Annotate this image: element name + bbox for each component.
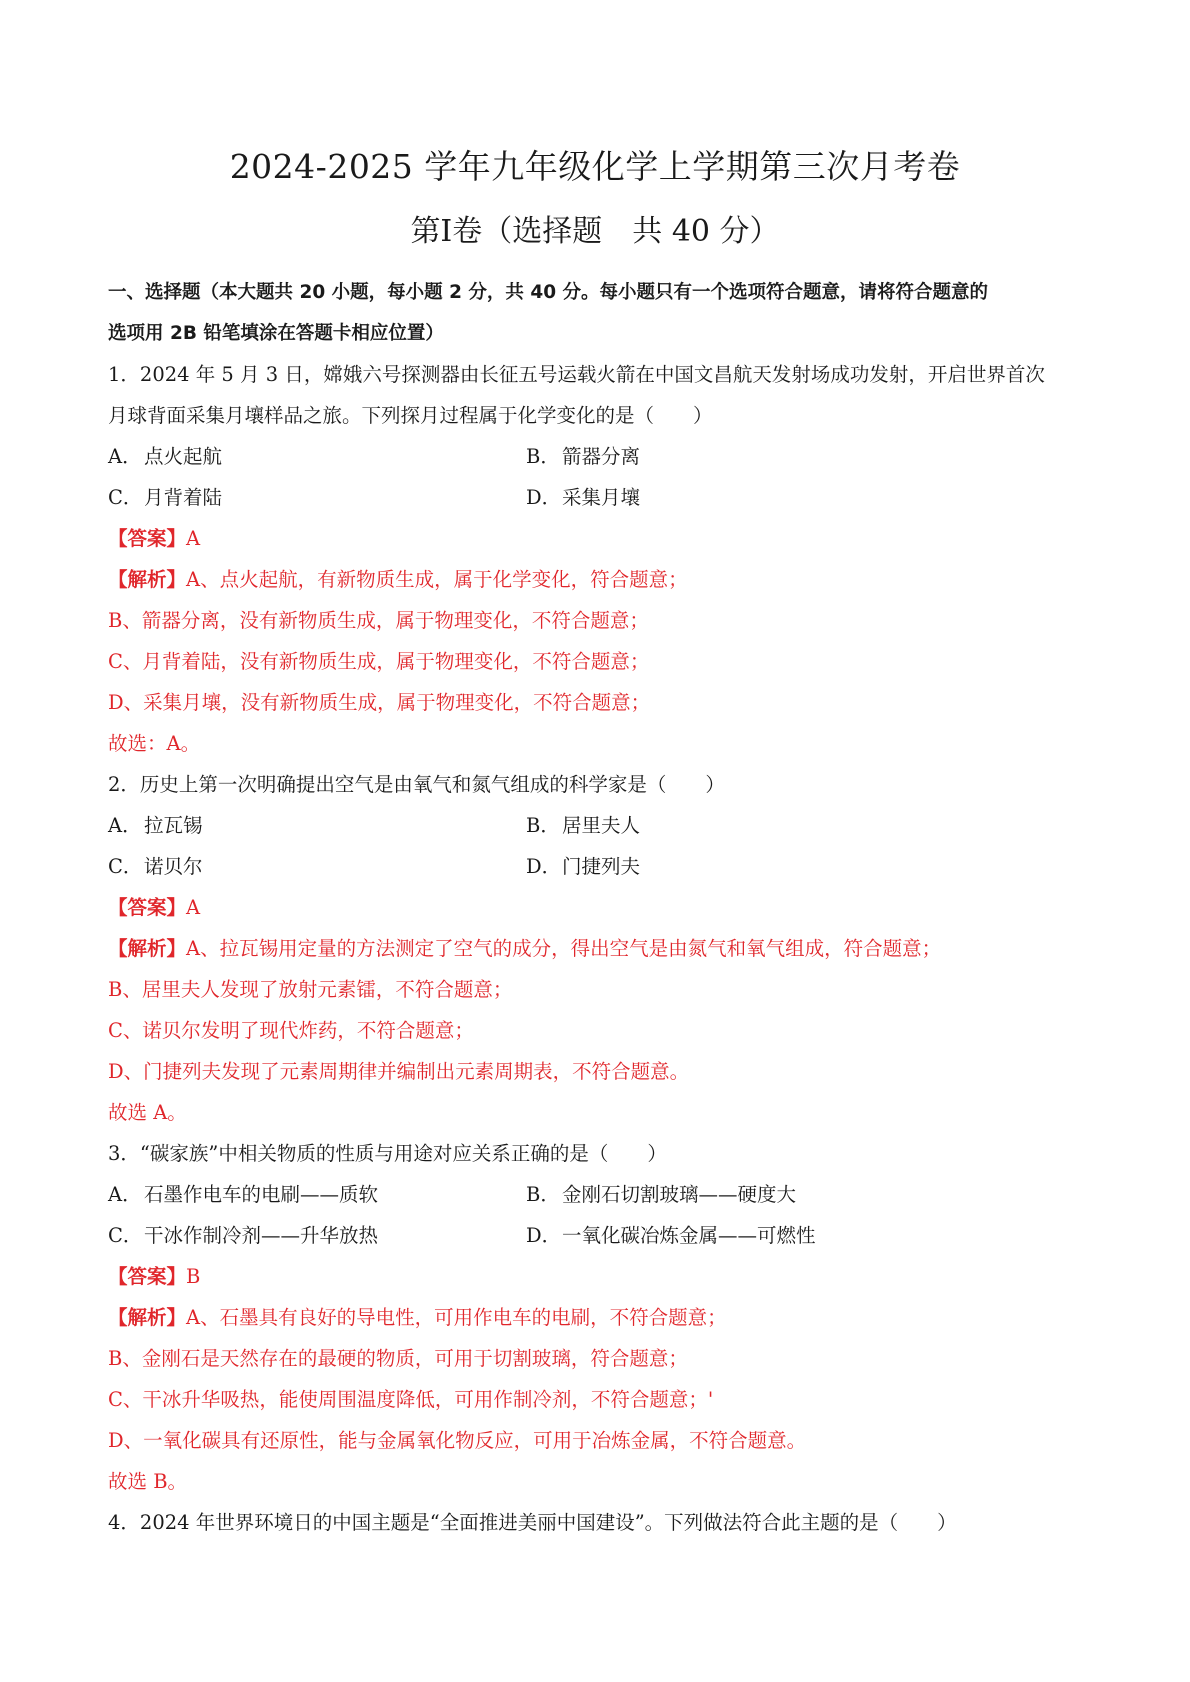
option-a: A． 拉瓦锡	[108, 814, 203, 837]
question-stem-line: 4．2024 年世界环境日的中国主题是“全面推进美丽中国建设”。下列做法符合此主题的是（ ）	[108, 1511, 957, 1534]
section-heading-line-1: 一、选择题（本大题共 20 小题，每小题 2 分，共 40 分。每小题只有一个选项符合题意，请将符合题意的	[108, 282, 989, 303]
question-3	[108, 1133, 1088, 1502]
option-d: D．采集月壤	[526, 486, 641, 509]
option-d: D．门捷列夫	[526, 855, 641, 878]
analysis-line: B、居里夫人发现了放射元素镭，不符合题意；	[108, 978, 513, 1001]
option-c: C．月背着陆	[108, 486, 223, 509]
analysis-line: D、门捷列夫发现了元素周期律并编制出元素周期表，不符合题意。	[108, 1060, 690, 1083]
conclusion-line: 故选 A。	[108, 1101, 187, 1124]
analysis-line: B、箭器分离，没有新物质生成，属于物理变化，不符合题意；	[108, 609, 649, 632]
options-row	[108, 436, 1088, 477]
analysis-line: 【解析】A、拉瓦锡用定量的方法测定了空气的成分，得出空气是由氮气和氧气组成，符合题意；	[108, 937, 942, 960]
options-row	[108, 1215, 1088, 1256]
option-c: C．干冰作制冷剂——升华放热	[108, 1224, 379, 1247]
option-b: B． 居里夫人	[526, 814, 641, 837]
analysis-line: C、干冰升华吸热，能使周围温度降低，可用作制冷剂，不符合题意；'	[108, 1388, 714, 1411]
conclusion-line: 故选：A。	[108, 732, 201, 755]
page-subtitle: 第I卷（选择题 共 40 分）	[410, 214, 780, 249]
question-stem-line: 月球背面采集月壤样品之旅。下列探月过程属于化学变化的是（ ）	[108, 404, 713, 427]
option-b: B． 箭器分离	[526, 445, 641, 468]
option-a: A． 点火起航	[108, 445, 223, 468]
conclusion-line: 故选 B。	[108, 1470, 188, 1493]
answer-line: 【答案】A	[108, 527, 201, 550]
options-row	[108, 477, 1088, 518]
option-b: B． 金刚石切割玻璃——硬度大	[526, 1183, 797, 1206]
options-row	[108, 1174, 1088, 1215]
exam-content	[108, 272, 1088, 1543]
answer-line: 【答案】B	[108, 1265, 201, 1288]
question-1	[108, 354, 1088, 764]
question-2	[108, 764, 1088, 1133]
analysis-line: C、月背着陆，没有新物质生成，属于物理变化，不符合题意；	[108, 650, 650, 673]
question-stem-line: 1．2024 年 5 月 3 日，嫦娥六号探测器由长征五号运载火箭在中国文昌航天发射场成功发射，开启世界首次	[108, 363, 1045, 386]
analysis-line: D、一氧化碳具有还原性，能与金属氧化物反应，可用于冶炼金属，不符合题意。	[108, 1429, 807, 1452]
question-stem-line: 2．历史上第一次明确提出空气是由氧气和氮气组成的科学家是（ ）	[108, 773, 725, 796]
option-a: A． 石墨作电车的电刷——质软	[108, 1183, 379, 1206]
analysis-line: C、诺贝尔发明了现代炸药，不符合题意；	[108, 1019, 474, 1042]
answer-line: 【答案】A	[108, 896, 201, 919]
section-heading-line-2: 选项用 2B 铅笔填涂在答题卡相应位置）	[108, 323, 444, 344]
option-d: D．一氧化碳冶炼金属——可燃性	[526, 1224, 816, 1247]
analysis-line: 【解析】A、石墨具有良好的导电性，可用作电车的电刷，不符合题意；	[108, 1306, 727, 1329]
options-row	[108, 805, 1088, 846]
question-stem-line: 3．“碳家族”中相关物质的性质与用途对应关系正确的是（ ）	[108, 1142, 667, 1165]
analysis-line: D、采集月壤，没有新物质生成，属于物理变化，不符合题意；	[108, 691, 651, 714]
analysis-line: B、金刚石是天然存在的最硬的物质，可用于切割玻璃，符合题意；	[108, 1347, 688, 1370]
option-c: C．诺贝尔	[108, 855, 203, 878]
page-title: 2024-2025 学年九年级化学上学期第三次月考卷	[229, 147, 961, 186]
options-row	[108, 846, 1088, 887]
question-4	[108, 1502, 1088, 1543]
analysis-line: 【解析】A、点火起航，有新物质生成，属于化学变化，符合题意；	[108, 568, 688, 591]
